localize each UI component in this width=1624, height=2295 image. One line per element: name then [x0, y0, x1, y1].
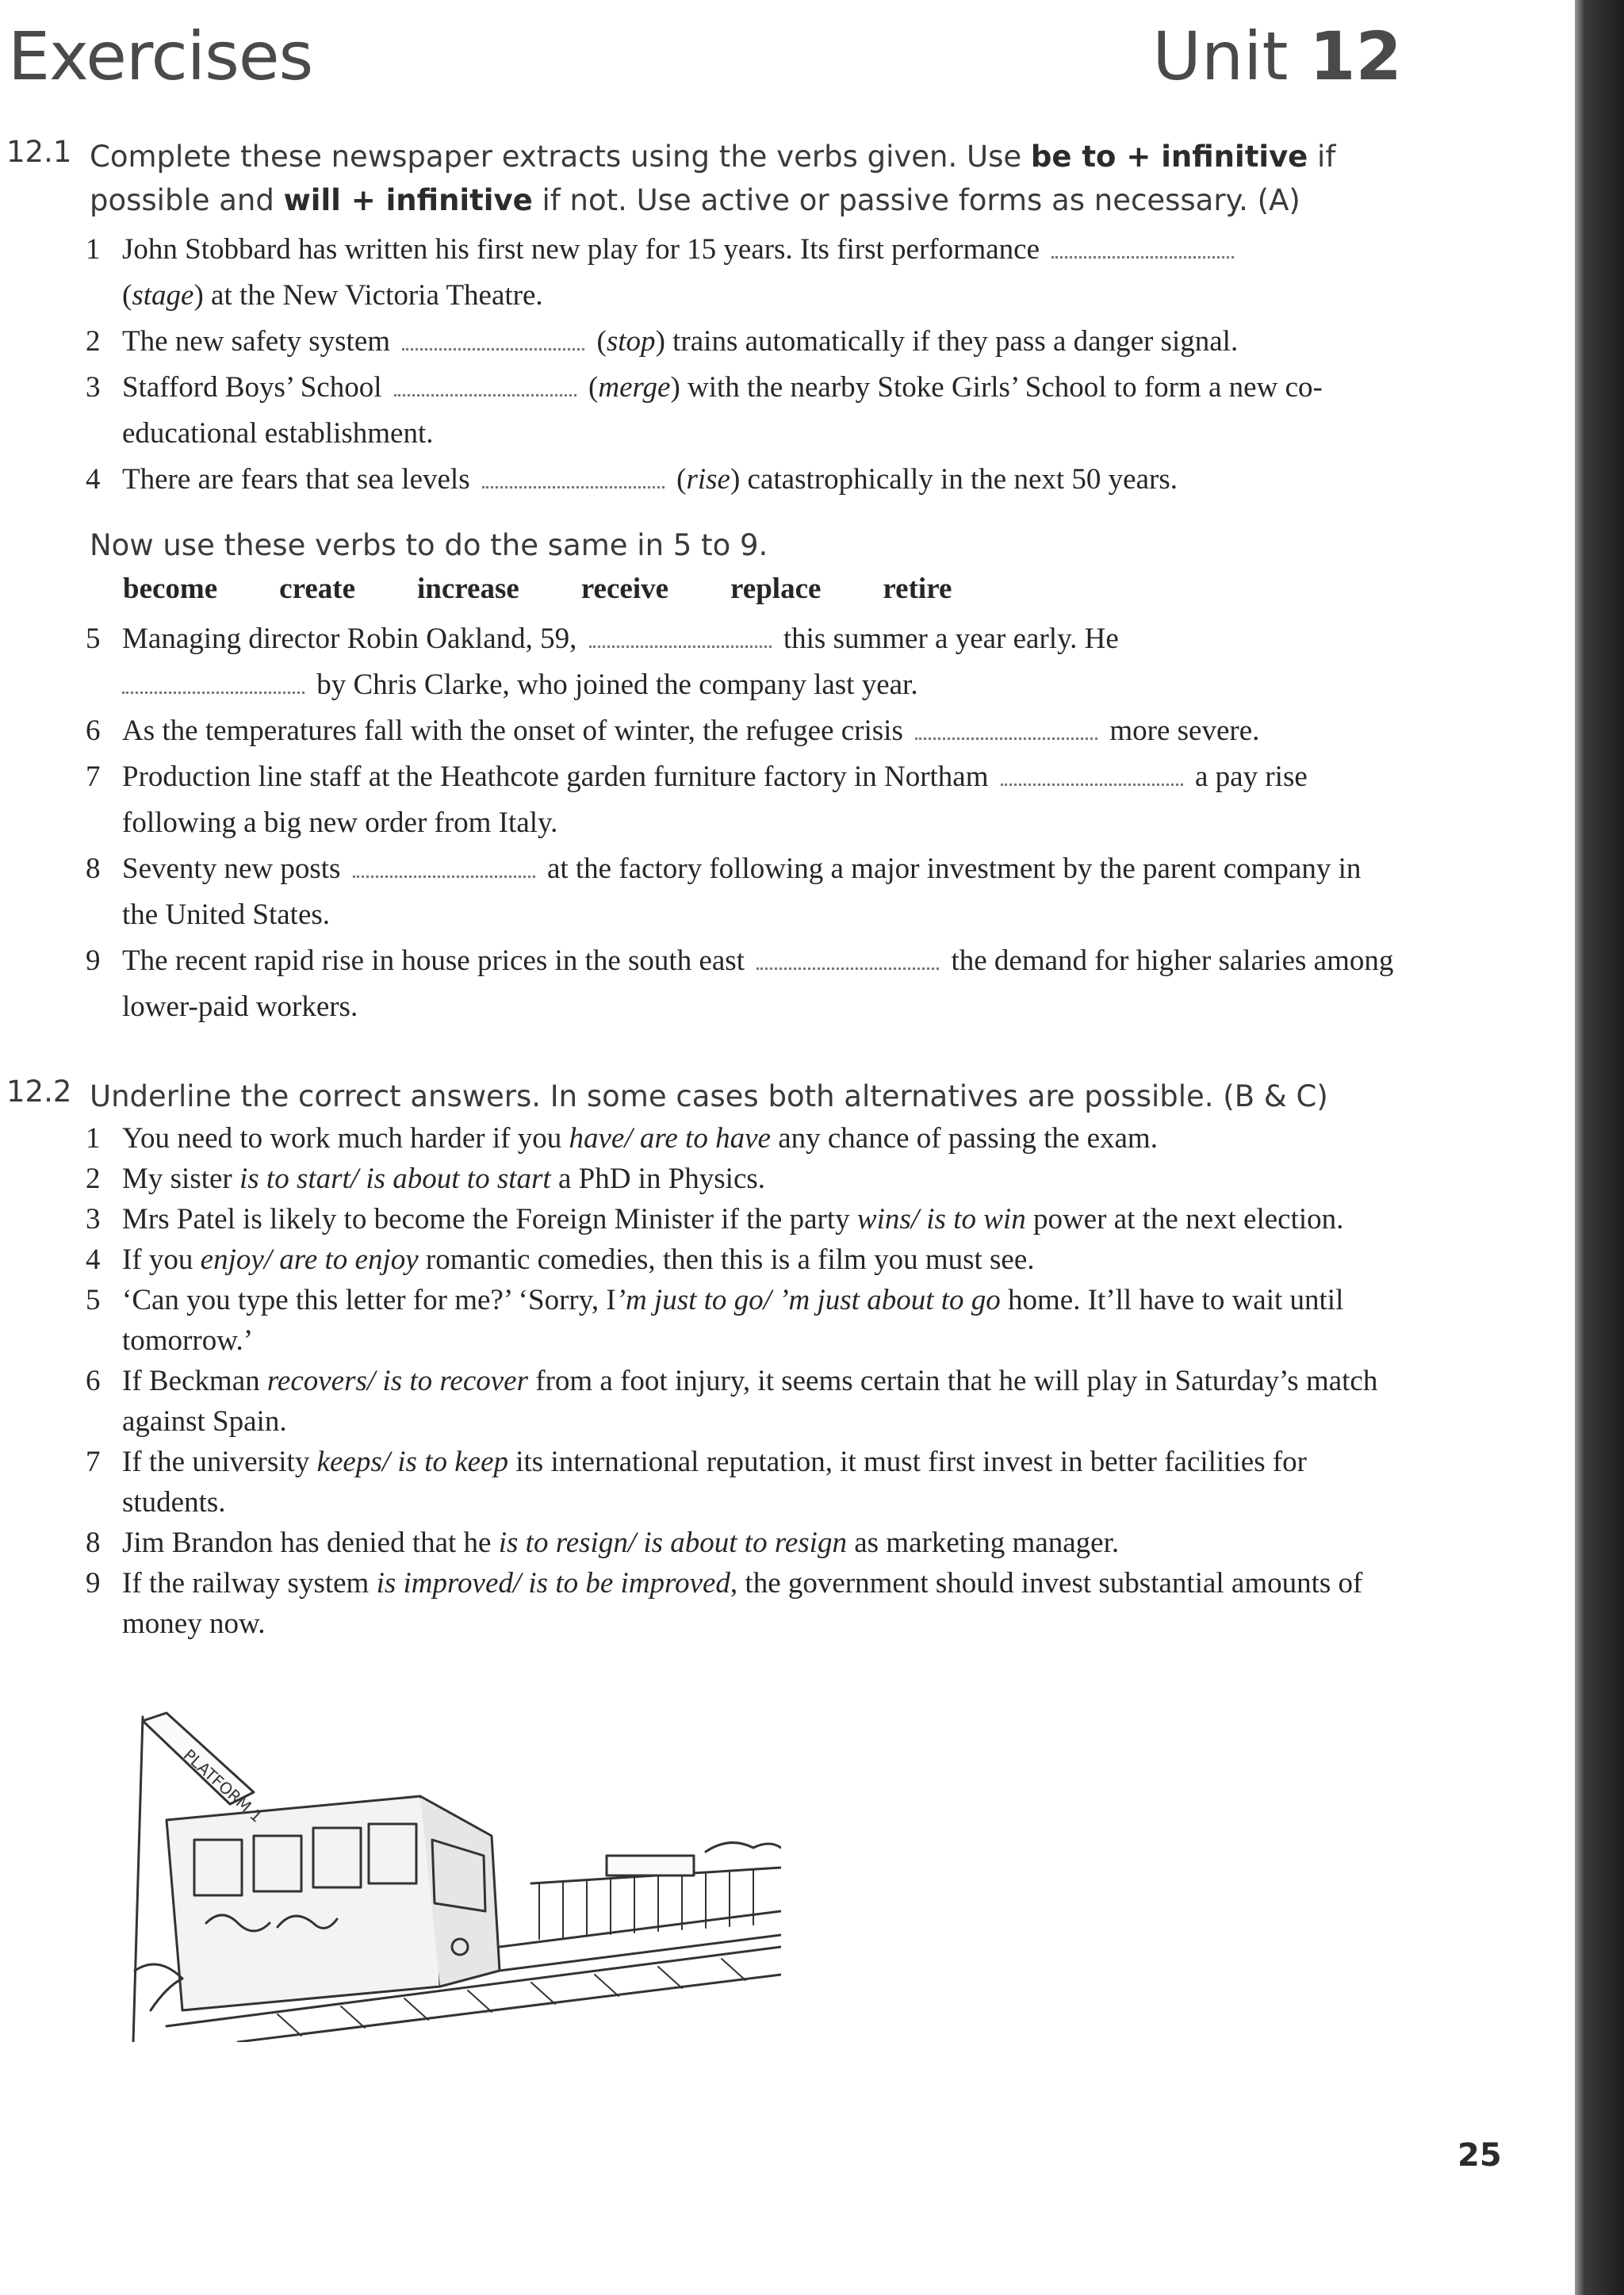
- item-text: The new safety system: [122, 325, 391, 358]
- exercise-item: [86, 1523, 1404, 1563]
- item-text: Jim Brandon has denied that he: [122, 1527, 499, 1559]
- answer-gap[interactable]: [1051, 232, 1234, 259]
- train-body: [167, 1796, 440, 2010]
- item-text: Mrs Patel is likely to become the Foreign Minister if the party: [122, 1203, 857, 1236]
- platform-sign-text: PLATFORM 1: [179, 1745, 266, 1826]
- answer-gap[interactable]: [589, 622, 772, 648]
- item-number: 6: [86, 1365, 101, 1397]
- exercise-item: [86, 1118, 1404, 1159]
- item-number: 2: [86, 1163, 101, 1195]
- item-number: 7: [86, 1446, 101, 1478]
- exercise-item: [86, 1280, 1404, 1361]
- station-name-board: [607, 1856, 694, 1875]
- item-text: Managing director Robin Oakland, 59,: [122, 623, 577, 655]
- alternatives[interactable]: is to resign/ is about to resign: [498, 1527, 847, 1559]
- instruction-text: if not. Use active or passive forms as necessary. (A): [532, 183, 1300, 217]
- sign-post: [133, 1717, 143, 2042]
- item-text: at the factory following a major investment by the parent company in the United States.: [122, 852, 1362, 931]
- answer-gap[interactable]: [915, 714, 1097, 740]
- exercise-12-2: [0, 1075, 1404, 1644]
- exercise-number: 12.2: [6, 1075, 72, 1109]
- item-text: ‘Can you type this letter for me?’ ‘Sorry, I: [122, 1284, 616, 1316]
- exercise-item: [86, 938, 1404, 1030]
- exercise-item: 4 There are fears that sea levels (rise) catastrophically in the next 50 years.: [86, 457, 1404, 503]
- answer-gap[interactable]: [122, 668, 304, 694]
- item-text: the demand for higher salaries among lower-paid workers.: [122, 944, 1394, 1023]
- alternatives[interactable]: keeps/ is to keep: [316, 1446, 508, 1478]
- exercise-item: [86, 1239, 1404, 1280]
- exercise-item: [86, 1563, 1404, 1644]
- verb-option: receive: [580, 573, 669, 605]
- item-number: 9: [86, 1567, 101, 1600]
- verb-list: [123, 567, 1404, 611]
- verb-option: create: [279, 573, 356, 605]
- answer-gap[interactable]: [394, 370, 576, 397]
- item-text: its international reputation, it must first invest in better facilities for students.: [122, 1446, 1307, 1519]
- exercise-items: [86, 1118, 1404, 1644]
- item-text: trains automatically if they pass a danger signal.: [672, 325, 1239, 358]
- answer-gap[interactable]: [402, 324, 584, 351]
- exercise-item: [86, 708, 1404, 754]
- item-text: catastrophically in the next 50 years.: [747, 463, 1178, 496]
- page-edge-shadow: [1575, 0, 1624, 2295]
- verb-hint: stage: [132, 279, 194, 312]
- item-text: a pay rise following a big new order from Italy.: [122, 761, 1308, 839]
- alternatives[interactable]: is improved/ is to be improved: [376, 1567, 730, 1600]
- unit-number: 12: [1309, 17, 1402, 95]
- exercise-items-b: [86, 616, 1404, 1030]
- item-number: 4: [86, 463, 101, 496]
- item-number: 5: [86, 1284, 101, 1316]
- item-text: , the government should invest substantial amounts of money now.: [122, 1567, 1363, 1640]
- page-title: Exercises: [8, 17, 313, 95]
- item-number: 2: [86, 325, 101, 358]
- item-text: home. It’ll have to wait until tomorrow.’: [122, 1284, 1344, 1357]
- item-number: 1: [86, 1122, 101, 1155]
- item-text: at the New Victoria Theatre.: [211, 279, 543, 312]
- item-text: My sister: [122, 1163, 239, 1195]
- verb-hint: stop: [606, 325, 656, 358]
- exercise-item: [86, 754, 1404, 846]
- alternatives[interactable]: wins/ is to win: [856, 1203, 1026, 1236]
- exercise-instruction: [90, 135, 1404, 222]
- item-text: The recent rapid rise in house prices in the south east: [122, 944, 745, 977]
- alternatives[interactable]: recovers/ is to recover: [266, 1365, 528, 1397]
- item-text: from a foot injury, it seems certain that he will play in Saturday’s match against Spain.: [122, 1365, 1378, 1438]
- exercise-item: 3 Stafford Boys’ School (merge) with the nearby Stoke Girls’ School to form a new co-educational establishment.: [86, 365, 1404, 457]
- item-text: power at the next election.: [1025, 1203, 1344, 1236]
- exercise-instruction: Underline the correct answers. In some cases both alternatives are possible. (B & C): [90, 1079, 1328, 1113]
- item-number: 8: [86, 852, 101, 885]
- exercise-item: 1 John Stobbard has written his first new play for 15 years. Its first performance (stage) at the New Victoria Theatre.: [86, 227, 1404, 319]
- item-text: by Chris Clarke, who joined the company last year.: [316, 669, 918, 701]
- alternatives[interactable]: have/ are to have: [569, 1122, 771, 1155]
- item-number: 8: [86, 1527, 101, 1559]
- item-text: Seventy new posts: [122, 852, 341, 885]
- verb-option: become: [123, 573, 218, 605]
- item-number: 3: [86, 1203, 101, 1236]
- item-text: If the railway system: [122, 1567, 377, 1600]
- item-text: There are fears that sea levels: [122, 463, 470, 496]
- item-number: 5: [86, 623, 101, 655]
- exercise-12-1: [0, 135, 1404, 1030]
- item-text: If Beckman: [122, 1365, 267, 1397]
- answer-gap[interactable]: [756, 944, 939, 970]
- page-number: 25: [1457, 2137, 1502, 2174]
- item-text: As the temperatures fall with the onset of winter, the refugee crisis: [122, 715, 903, 747]
- verb-hint: merge: [598, 371, 671, 404]
- item-number: 1: [86, 233, 101, 266]
- exercise-item: [86, 1442, 1404, 1523]
- alternatives[interactable]: enjoy/ are to enjoy: [200, 1243, 419, 1276]
- exercise-item: [86, 1159, 1404, 1199]
- alternatives[interactable]: is to start/ is about to start: [239, 1163, 551, 1195]
- item-text: You need to work much harder if you: [122, 1122, 569, 1155]
- item-number: 9: [86, 944, 101, 977]
- unit-label: Unit: [1152, 17, 1289, 95]
- weeds: [135, 1964, 182, 2010]
- item-text: as marketing manager.: [846, 1527, 1120, 1559]
- exercise-item: [86, 616, 1404, 708]
- exercise-item: 2 The new safety system (stop) trains automatically if they pass a danger signal.: [86, 319, 1404, 365]
- exercise-number: 12.1: [6, 135, 72, 169]
- item-number: 3: [86, 371, 101, 404]
- verb-option: retire: [883, 573, 952, 605]
- answer-gap[interactable]: [1001, 760, 1183, 786]
- item-text: with the nearby Stoke Girls’ School to form a new co-educational establishment.: [122, 371, 1323, 450]
- item-text: romantic comedies, then this is a film you must see.: [418, 1243, 1035, 1276]
- exercise-items: [86, 227, 1404, 503]
- item-text: this summer a year early. He: [783, 623, 1119, 655]
- item-number: 7: [86, 761, 101, 793]
- answer-gap[interactable]: [482, 462, 665, 489]
- exercise-item: [86, 1361, 1404, 1442]
- item-text: John Stobbard has written his first new play for 15 years. Its first performance: [122, 233, 1040, 266]
- instruction-form: will + infinitive: [283, 183, 533, 217]
- train-station-illustration: [119, 1709, 781, 2042]
- item-text: a PhD in Physics.: [550, 1163, 766, 1195]
- item-text: Production line staff at the Heathcote garden furniture factory in Northam: [122, 761, 989, 793]
- trees: [706, 1843, 781, 1852]
- item-text: any chance of passing the exam.: [770, 1122, 1158, 1155]
- instruction-text: if possible and: [90, 140, 1336, 217]
- instruction-text: Complete these newspaper extracts using the verbs given. Use: [90, 140, 1031, 174]
- item-number: 4: [86, 1243, 101, 1276]
- answer-gap[interactable]: [353, 852, 535, 878]
- item-text: more severe.: [1109, 715, 1260, 747]
- item-text: If you: [122, 1243, 201, 1276]
- alternatives[interactable]: ’m just to go/ ’m just about to go: [615, 1284, 1001, 1316]
- instruction-form: be to + infinitive: [1030, 140, 1308, 174]
- unit-heading: [1152, 17, 1402, 95]
- verb-hint: rise: [686, 463, 730, 496]
- item-number: 6: [86, 715, 101, 747]
- exercise-item: [86, 1199, 1404, 1239]
- exercise-item: [86, 846, 1404, 938]
- verb-option: replace: [730, 573, 822, 605]
- sub-instruction: Now use these verbs to do the same in 5 to 9.: [90, 528, 768, 562]
- item-text: Stafford Boys’ School: [122, 371, 382, 404]
- item-text: If the university: [122, 1446, 317, 1478]
- verb-option: increase: [417, 573, 519, 605]
